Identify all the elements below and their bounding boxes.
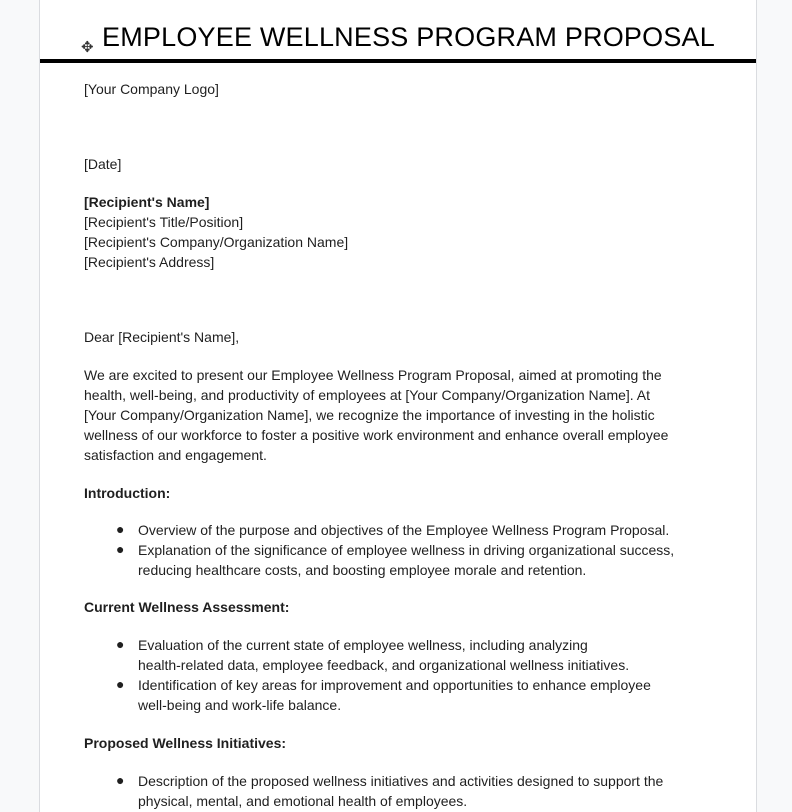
intro-line: satisfaction and engagement.: [84, 447, 267, 463]
move-handle-icon[interactable]: ✥: [81, 39, 94, 56]
list-item: Explanation of the significance of employee wellness in driving organizational success,: [138, 542, 675, 558]
recipient-name: [Recipient's Name]: [84, 194, 210, 210]
intro-line: We are excited to present our Employee Wellness Program Proposal, aimed at promoting the: [84, 367, 662, 383]
list-item-cont: reducing healthcare costs, and boosting employee morale and retention.: [138, 562, 587, 578]
list-item-cont: health-related data, employee feedback, and organizational wellness initiatives.: [138, 657, 630, 673]
bullet-icon: ●: [116, 636, 125, 652]
intro-line: wellness of our workforce to foster a positive work environment and enhance overall employee: [84, 427, 669, 443]
list-item: Evaluation of the current state of employee wellness, including analyzing: [138, 637, 588, 653]
company-logo-placeholder: [Your Company Logo]: [84, 81, 219, 97]
recipient-title: [Recipient's Title/Position]: [84, 214, 244, 230]
greeting: Dear [Recipient's Name],: [84, 329, 240, 345]
list-item-cont: well-being and work-life balance.: [138, 697, 342, 713]
title-rule: [40, 59, 756, 63]
section-heading: Proposed Wellness Initiatives:: [84, 735, 287, 751]
list-item: Identification of key areas for improvement and opportunities to enhance employee: [138, 677, 651, 693]
recipient-address: [Recipient's Address]: [84, 254, 215, 270]
intro-line: [Your Company/Organization Name], we recognize the importance of investing in the holistic: [84, 407, 655, 423]
recipient-company: [Recipient's Company/Organization Name]: [84, 234, 349, 250]
date: [Date]: [84, 156, 122, 172]
bullet-icon: ●: [116, 541, 125, 557]
section-heading: Introduction:: [84, 485, 171, 501]
bullet-icon: ●: [116, 521, 125, 537]
list-item: Description of the proposed wellness initiatives and activities designed to support the: [138, 773, 664, 789]
intro-line: health, well-being, and productivity of employees at [Your Company/Organization Name]. At: [84, 387, 651, 403]
section-heading: Current Wellness Assessment:: [84, 599, 290, 615]
document-title: EMPLOYEE WELLNESS PROGRAM PROPOSAL: [102, 22, 715, 52]
list-item: Overview of the purpose and objectives of the Employee Wellness Program Proposal.: [138, 522, 670, 538]
document-page[interactable]: [39, 0, 757, 812]
bullet-icon: ●: [116, 772, 125, 788]
bullet-icon: ●: [116, 676, 125, 692]
list-item-cont: physical, mental, and emotional health of employees.: [138, 793, 468, 809]
